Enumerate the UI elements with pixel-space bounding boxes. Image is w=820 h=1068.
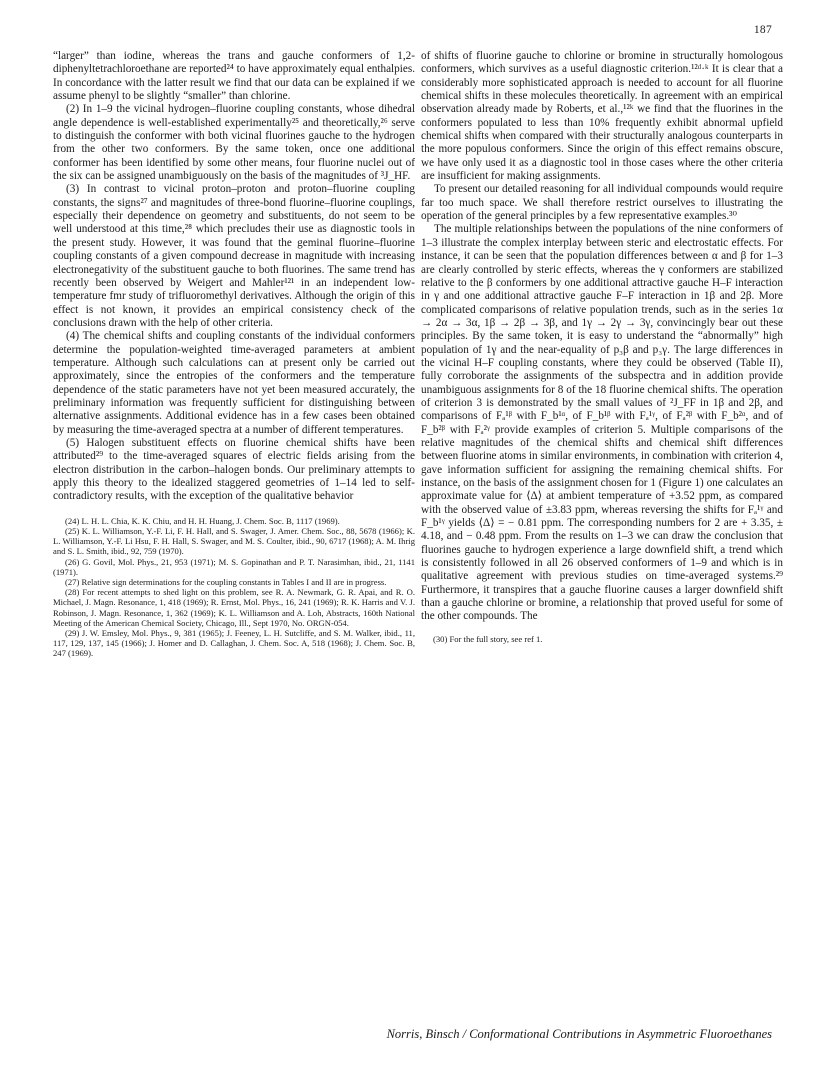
page-number: 187 [753, 24, 772, 36]
body-paragraph: To present our detailed reasoning for all individual compounds would require far too much space. We shall therefore restrict ourselves to illustrating the operation of the general principles by a few representative examples.³⁰ [421, 183, 783, 223]
body-paragraph: (3) In contrast to vicinal proton–proton and proton–fluorine coupling constants, the signs²⁷ and magnitudes of three-bond fluorine–fluorine couplings, especially their dependence on geometry and substituents, do not seem to be well understood at this time,²⁸ which precludes their use as diagnostic tools in the present study. However, it was found that the geminal fluorine–fluorine coupling constants of a given compound decrease in magnitude with increasing electronegativity of the substituent gauche to both fluorines. The same trend has recently been observed by Weigert and Mahler¹²¹ in an independent low-temperature fmr study of trifluoromethyl derivatives. Although the origin of this effect is not known, it provides an empirical consistency check of the conclusions drawn with the help of other criteria. [53, 183, 415, 329]
references [53, 516, 415, 659]
body-paragraph: (5) Halogen substituent effects on fluorine chemical shifts have been attributed²⁹ to the time-averaged squares of electric fields arising from the electron distribution in the carbon–halogen bonds. Our preliminary attempts to apply this theory to the idealized staggered geometries of 1–14 led to self-contradictory results, with the exception of the qualitative behavior [53, 436, 415, 503]
footnote-30: (30) For the full story, see ref 1. [433, 633, 543, 644]
reference-27: (27) Relative sign determinations for the coupling constants in Tables I and II are in progress. [65, 576, 387, 587]
right-column [421, 50, 783, 644]
body-paragraph: of shifts of fluorine gauche to chlorine or bromine in structurally homologous conformers, which survives as a useful diagnostic criterion.¹²ᵈ·ᵏ It is clear that a considerably more sophisticated approach is needed to account for all fluorine chemical shifts in these molecules theoretically. In agreement with an empirical observation already made by Roberts, et al.,¹²ᵏ we find that the fluorines in the conformers populated to less than 10% frequently exhibit abnormal upfield chemical shifts when compared with their structurally analogous counterparts in the more populous conformers. Since the origin of this effect remains obscure, we have only used it as a diagnostic tool in those cases where the other criteria are insufficient for making assignments. [421, 50, 783, 183]
reference-28: (28) For recent attempts to shed light on this problem, see R. A. Newmark, G. R. Apai, and R. O. Michael, J. Magn. Resonance, 1, 418 (1969); R. Ernst, Mol. Phys., 16, 241 (1969); R. K. Harris and V. J. Robinson, J. Magn. Resonance, 1, 362 (1969); K. L. Williamson and A. Loh, Abstracts, 160th National Meeting of the American Chemical Society, Chicago, Ill., Sept 1970, No. ORGN-054. [53, 587, 415, 628]
body-paragraph: “larger” than iodine, whereas the trans and gauche conformers of 1,2-diphenyltetrachloroethane are reported²⁴ to have approximately equal enthalpies. In concordance with the latter result we find that our data can be explained if we assume phenyl to be slightly “smaller” than chlorine. [53, 50, 415, 103]
body-paragraph: The multiple relationships between the populations of the nine conformers of 1–3 illustrate the complex interplay between steric and electrostatic effects. For instance, it can be seen that the population differences between α and β for 1–3 are clearly controlled by steric effects, whereas the γ conformers are stabilized relative to the β conformers by one additional attractive gauche H–F interaction in γ and one additional attractive gauche F–F interaction in 1β and 2β. More complicated comparisons of relative population trends, such as in the series 1α → 2α → 3α, 1β → 2β → 3β, and 1γ → 2γ → 3γ, convincingly bear out these principles. By the same token, it is easy to understand the “abnormally” high population of 1γ and the near-equality of p₃β and p₃γ. The large differences in the vicinal H–F coupling constants, where they could be observed (Table II), fully corroborate the assignments of the subspectra and in addition provide unambiguous assignments for 8 of the 18 fluorine chemical shifts. The operation of criterion 3 is demonstrated by the small values of ²J_FF in 1β and 2β, and comparisons of Fₐ¹ᵝ with F_b¹ᵅ, of F_b¹ᵝ with Fₐ¹ᵞ, of Fₐ²ᵝ with F_b²ᵅ, and of F_b²ᵝ with Fₐ²ᵞ provide examples of criterion 5. Multiple comparisons of the relative magnitudes of the chemical shifts and chemical shift differences between fluorine atoms in similar environments, in combination with criterion 4, gave information sufficient for assigning the remaining chemical shifts. For instance, on the basis of the assignment chosen for 1 (Figure 1) one calculates an approximate value for ⟨Δ⟩ at ambient temperature of +3.52 ppm, as compared with the observed value of ±3.83 ppm, whereas reversing the shifts for Fₐ¹ᵞ and F_b¹ᵞ yields ⟨Δ⟩ = − 0.81 ppm. The corresponding numbers for 2 are + 3.35, ± 4.18, and − 0.48 ppm. From the results on 1–3 we can draw the conclusion that fluorines gauche to hydrogen experience a large downfield shift, a trend which is consistently followed in all 26 observed conformers of 1–9 and which is in qualitative agreement with previous studies on time-averaged systems.²⁹ Furthermore, it transpires that a gauche fluorine causes a larger downfield shift than a gauche chlorine or bromine, a relationship that proved useful for some of the other compounds. The [421, 223, 783, 623]
reference-29: (29) J. W. Emsley, Mol. Phys., 9, 381 (1965); J. Feeney, L. H. Sutcliffe, and S. M. Walker, ibid., 11, 117, 129, 137, 145 (1966); J. Homer and D. Callaghan, J. Chem. Soc. A, 518 (1968); J. Chem. Soc. B, 247 (1969). [53, 627, 415, 659]
body-paragraph: (2) In 1–9 the vicinal hydrogen–fluorine coupling constants, whose dihedral angle dependence is well-established experimentally²⁵ and theoretically,²⁶ serve to distinguish the conformer with both vicinal fluorines gauche to the hydrogen from the other two conformers. By the same token, once one additional conformer has been identified by some other means, four fluorine nuclei out of the six can be assigned unambiguously on the basis of the magnitudes of ³J_HF. [53, 103, 415, 183]
reference-26: (26) G. Govil, Mol. Phys., 21, 953 (1971); M. S. Gopinathan and P. T. Narasimhan, ibid., 21, 1141 (1971). [53, 556, 415, 577]
running-footer: Norris, Binsch / Conformational Contributions in Asymmetric Fluoroethanes [386, 1027, 772, 1041]
left-column [53, 50, 415, 659]
reference-24: (24) L. H. L. Chia, K. K. Chiu, and H. H. Huang, J. Chem. Soc. B, 1117 (1969). [65, 515, 340, 526]
reference-25: (25) K. L. Williamson, Y.-F. Li, F. H. Hall, and S. Swager, J. Amer. Chem. Soc., 88, 5678 (1966); K. L. Williamson, Y.-F. Li Hsu, F. H. Hall, S. Swager, and M. S. Coulter, ibid., 90, 6717 (1968); A. M. Ihrig and S. L. Smith, ibid., 92, 759 (1970). [53, 525, 415, 557]
body-paragraph: (4) The chemical shifts and coupling constants of the individual conformers determine the population-weighted time-averaged parameters at ambient temperature. Although such calculations can at present only be carried out approximately, since the entropies of the conformers and the temperature dependence of the static parameters have not yet been measured accurately, the preliminary information was frequently sufficient for distinguishing between alternative assignments. Additional evidence has in a few cases been obtained by measuring the time-averaged spectra at a number of different temperatures. [53, 330, 415, 436]
